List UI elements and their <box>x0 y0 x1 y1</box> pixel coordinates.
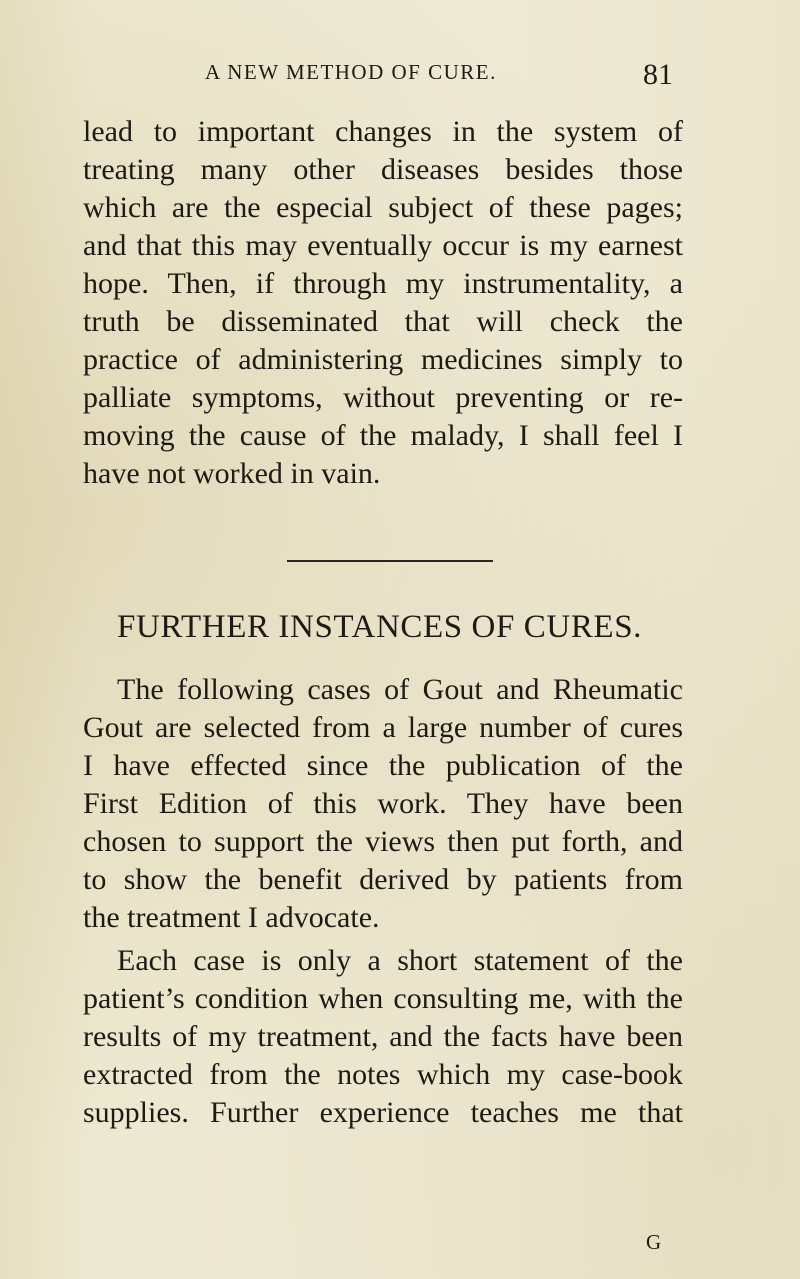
text-line: The following cases of Gout and Rheumatic <box>117 673 683 706</box>
text-line: chosen to support the views then put forth, and <box>83 825 683 858</box>
section-heading: FURTHER INSTANCES OF CURES. <box>117 609 642 645</box>
signature-mark: G <box>646 1230 662 1254</box>
text-line: results of my treatment, and the facts have been <box>83 1020 683 1053</box>
text-line: to show the benefit derived by patients from <box>83 863 683 896</box>
text-line: extracted from the notes which my case-book <box>83 1058 683 1091</box>
text-line: truth be disseminated that will check the <box>83 305 683 338</box>
section-divider <box>287 560 493 562</box>
running-title: A NEW METHOD OF CURE. <box>205 60 497 84</box>
text-line: I have effected since the publication of the <box>83 749 683 782</box>
text-line: and that this may eventually occur is my earnest <box>83 229 683 262</box>
text-line: Gout are selected from a large number of cures <box>83 711 683 744</box>
text-line: treating many other diseases besides those <box>83 153 683 186</box>
text-line: First Edition of this work. They have been <box>83 787 683 820</box>
text-line: lead to important changes in the system of <box>83 115 683 148</box>
text-line: moving the cause of the malady, I shall feel I <box>83 419 683 452</box>
text-line: supplies. Further experience teaches me that <box>83 1096 683 1129</box>
text-line: Each case is only a short statement of the <box>117 944 683 977</box>
page-number: 81 <box>643 58 673 91</box>
text-line: the treatment I advocate. <box>83 901 380 934</box>
text-line: hope. Then, if through my instrumentality, a <box>83 267 683 300</box>
text-line: have not worked in vain. <box>83 457 381 490</box>
text-line: which are the especial subject of these pages; <box>83 191 683 224</box>
text-line: practice of administering medicines simply to <box>83 343 683 376</box>
text-line: palliate symptoms, without preventing or re- <box>83 381 683 414</box>
text-line: patient’s condition when consulting me, with the <box>83 982 683 1015</box>
